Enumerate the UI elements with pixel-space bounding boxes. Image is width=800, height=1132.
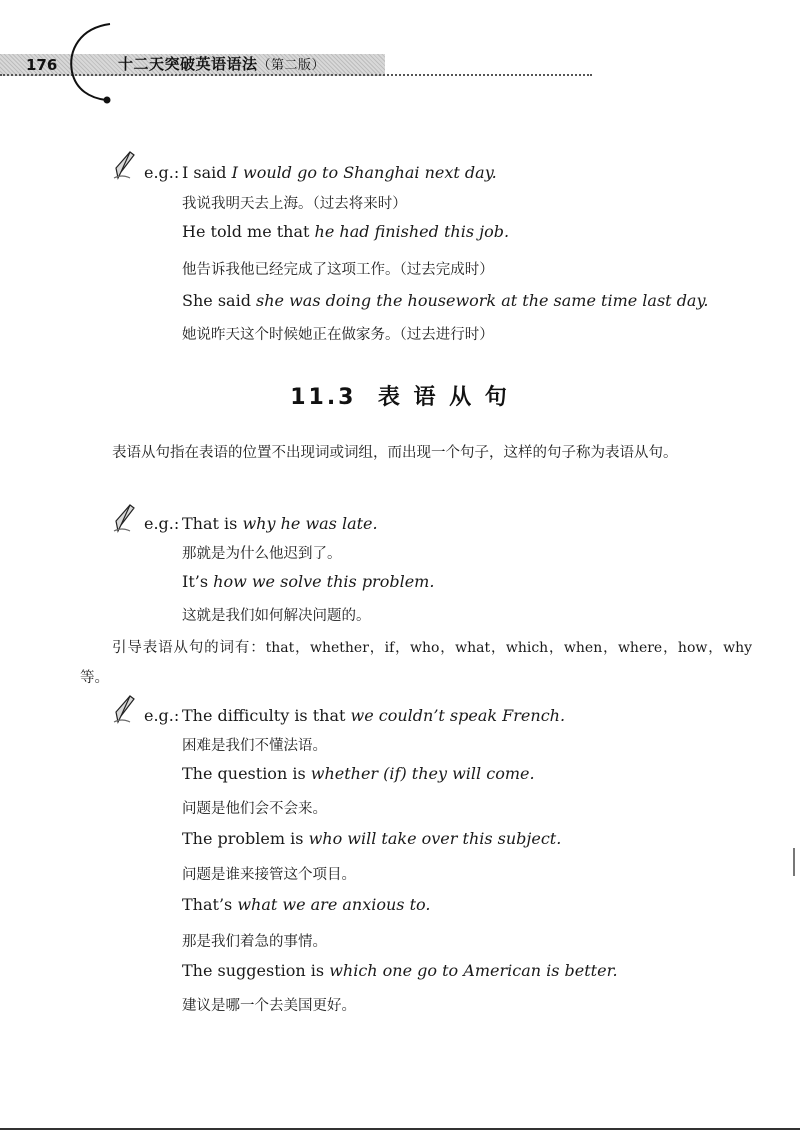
running-title: [118, 53, 325, 74]
example-sentence: She said she was doing the housework at the same time last day.: [182, 291, 709, 310]
pencil-icon: [112, 694, 138, 724]
example-sentence: The suggestion is which one go to American is better.: [182, 961, 618, 980]
example-sentence: That is why he was late.: [182, 514, 378, 533]
example-sentence: The difficulty is that we couldn’t speak French.: [182, 706, 566, 725]
pencil-icon: [112, 503, 138, 533]
example-label: e.g.:: [144, 163, 180, 182]
book-title: 十二天突破英语语法: [118, 55, 258, 73]
example-translation: 问题是谁来接管这个项目。: [182, 867, 356, 883]
example-sentence: The problem is who will take over this subject.: [182, 829, 562, 848]
example-sentence: He told me that he had finished this job.: [182, 222, 510, 241]
example-sentence: That’s what we are anxious to.: [182, 895, 431, 914]
example-label: e.g.:: [144, 514, 180, 533]
intro-paragraph: 表语从句指在表语的位置不出现词或词组，而出现一个句子，这样的句子称为表语从句。: [112, 445, 678, 461]
example-translation: 问题是他们会不会来。: [182, 801, 327, 817]
example-translation: 她说昨天这个时候她正在做家务。（过去进行时）: [182, 327, 494, 343]
example-translation: 那就是为什么他迟到了。: [182, 546, 342, 562]
connective-words: that，whether，if，who，what，which，when，where，how，why: [265, 640, 752, 656]
connectives-paragraph: 引导表语从句的词有：that，whether，if，who，what，which，when，where，how，why等。: [80, 640, 752, 686]
example-translation: 我说我明天去上海。（过去将来时）: [182, 196, 407, 212]
section-heading: [0, 380, 800, 411]
example-translation: 他告诉我他已经完成了这项工作。（过去完成时）: [182, 262, 494, 278]
example-sentence: I said I would go to Shanghai next day.: [182, 163, 497, 182]
example-sentence: The question is whether (if) they will come.: [182, 764, 535, 783]
page-number: 176: [26, 56, 58, 74]
example-translation: 那是我们着急的事情。: [182, 934, 327, 950]
example-label: e.g.:: [144, 706, 180, 725]
bottom-rule: [0, 1128, 800, 1130]
margin-mark: [793, 848, 795, 876]
example-translation: 这就是我们如何解决问题的。: [182, 608, 371, 624]
example-sentence: It’s how we solve this problem.: [182, 572, 435, 591]
book-edition: （第二版）: [257, 58, 326, 73]
example-translation: 困难是我们不懂法语。: [182, 738, 327, 754]
pencil-icon: [112, 150, 138, 180]
section-title: 表 语 从 句: [377, 385, 510, 410]
section-number: 11.3: [290, 385, 357, 410]
example-translation: 建议是哪一个去美国更好。: [182, 998, 356, 1014]
